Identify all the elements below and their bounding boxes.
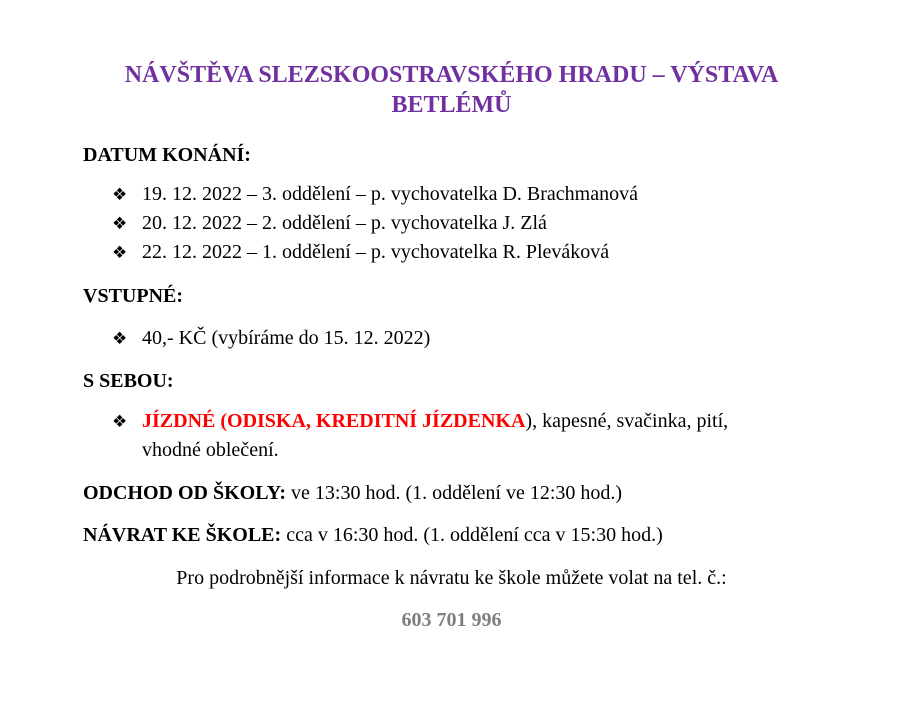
bring-item (112, 409, 728, 434)
departure-text: ve 13:30 hod. (1. oddělení ve 12:30 hod.) (286, 482, 623, 504)
date-item-text: 22. 12. 2022 – 1. oddělení – p. vychovatelka R. Pleváková (142, 241, 610, 263)
departure-label: ODCHOD OD ŠKOLY: (83, 482, 287, 504)
page-title (60, 60, 843, 120)
date-item-text: 20. 12. 2022 – 2. oddělení – p. vychovatelka J. Zlá (142, 212, 547, 234)
bring-heading: S SEBOU: (83, 370, 174, 392)
diamond-bullet-icon: ❖ (112, 214, 128, 234)
date-item (112, 182, 638, 207)
diamond-bullet-icon: ❖ (112, 185, 128, 205)
fee-item-text: 40,- KČ (vybíráme do 15. 12. 2022) (142, 327, 431, 349)
diamond-bullet-icon: ❖ (112, 329, 128, 349)
date-item-text: 19. 12. 2022 – 3. oddělení – p. vychovatelka D. Brachmanová (142, 183, 638, 205)
return-line (83, 523, 663, 547)
info-text: Pro podrobnější informace k návratu ke škole můžete volat na tel. č.: (176, 567, 727, 589)
phone-number: 603 701 996 (401, 609, 502, 631)
title-line-2: BETLÉMŮ (391, 92, 512, 118)
bring-highlight-text: JÍZDNÉ (ODISKA, KREDITNÍ JÍZDENKA (142, 410, 526, 432)
date-item (112, 240, 609, 265)
departure-line (83, 481, 622, 505)
return-label: NÁVRAT KE ŠKOLE: (83, 524, 282, 546)
diamond-bullet-icon: ❖ (112, 243, 128, 263)
fee-item (112, 326, 430, 351)
return-text: cca v 16:30 hod. (1. oddělení cca v 15:30 hod.) (281, 524, 663, 546)
diamond-bullet-icon: ❖ (112, 412, 128, 432)
bring-continuation-text: vhodné oblečení. (142, 439, 279, 461)
bring-rest-text: ), kapesné, svačinka, pití, (525, 410, 729, 432)
date-item (112, 211, 547, 236)
title-line-1: NÁVŠTĚVA SLEZSKOOSTRAVSKÉHO HRADU – VÝSTAVA (124, 62, 779, 88)
fee-heading: VSTUPNÉ: (83, 285, 184, 307)
dates-heading: DATUM KONÁNÍ: (83, 144, 251, 166)
